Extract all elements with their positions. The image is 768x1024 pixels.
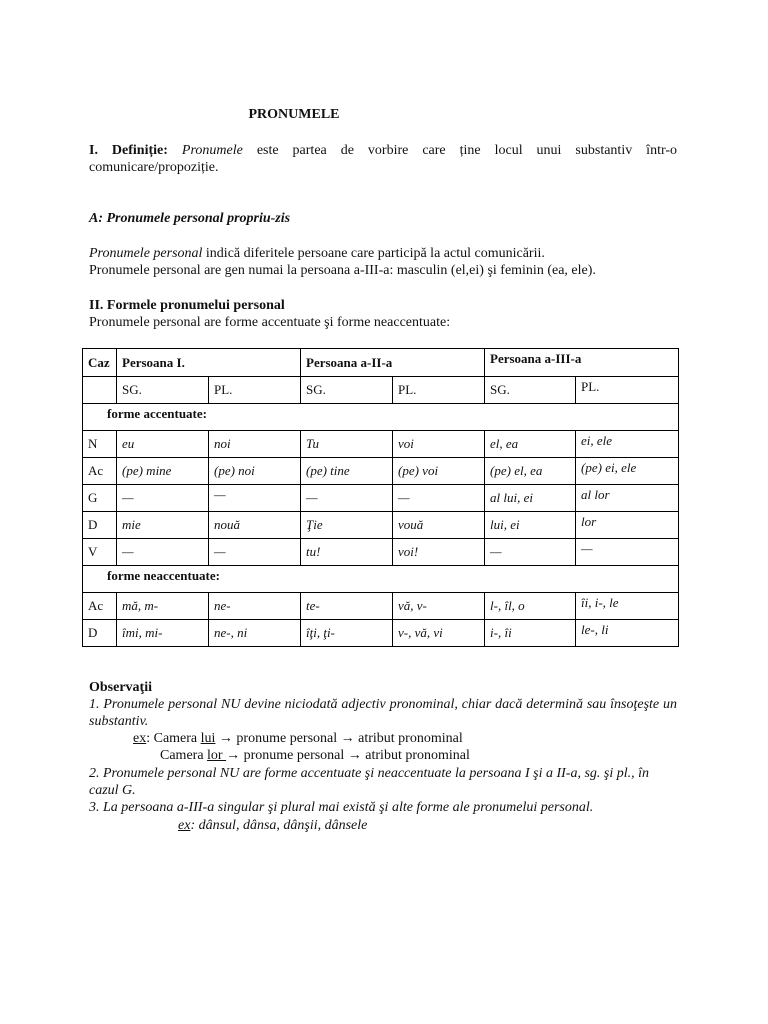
form-cell: nouă [209, 512, 301, 539]
example-2-pre: Camera [160, 748, 208, 763]
definition-text: este partea de vorbire care ține locul unui substantiv într-o comunicare/propoziție. [89, 143, 678, 175]
form-cell: l-, îl, o [485, 593, 576, 620]
table-number-row [83, 377, 679, 404]
caz-cell: D [83, 620, 117, 647]
unaccented-section-row [83, 566, 679, 593]
example-1-word: lui [200, 731, 216, 746]
header-persoana-2: Persoana a-II-a [301, 349, 485, 377]
observation-2: 2. Pronumele personal NU are forme accentuate şi neaccentuate la persoana I şi a II-a, sg. şi pl., în cazul G. [89, 766, 650, 798]
form-cell: — [301, 485, 393, 512]
form-cell: voi [393, 431, 485, 458]
number-cell: PL. [209, 377, 301, 404]
number-cell: PL. [393, 377, 485, 404]
table-row [83, 431, 679, 458]
form-cell: ei, ele [576, 431, 679, 458]
header-persoana-1: Persoana I. [117, 349, 301, 377]
observations-heading: Observaţii [89, 680, 152, 695]
form-cell: al lui, ei [485, 485, 576, 512]
table-row [83, 458, 679, 485]
unaccented-label: forme neaccentuate: [83, 566, 679, 593]
form-cell: v-, vă, vi [393, 620, 485, 647]
caz-cell: Ac [83, 593, 117, 620]
table-row [83, 593, 679, 620]
definition-term: Pronumele [181, 143, 243, 158]
header-persoana-3: Persoana a-III-a [485, 349, 679, 377]
form-cell: — [576, 539, 679, 566]
observation-3: 3. La persoana a-III-a singular şi plural mai există şi alte forme ale pronumelui personal. [89, 800, 594, 815]
example-2 [160, 747, 677, 764]
form-cell: Ţie [301, 512, 393, 539]
form-cell: — [117, 485, 209, 512]
header-caz: Caz [83, 349, 117, 377]
form-cell: noi [209, 431, 301, 458]
example-2-post: → pronume personal → atribut pronominal [226, 748, 470, 763]
form-cell: îmi, mi- [117, 620, 209, 647]
example-1 [133, 730, 677, 747]
form-cell: vă, v- [393, 593, 485, 620]
form-cell: lor [576, 512, 679, 539]
example-label: ex [133, 731, 147, 746]
form-cell: (pe) el, ea [485, 458, 576, 485]
form-cell: i-, îi [485, 620, 576, 647]
section-a-term: Pronumele personal [89, 246, 203, 261]
table-row [83, 539, 679, 566]
section-a-line1-rest: indică diferitele persoane care participă la actul comunicării. [205, 246, 545, 261]
example-1-pre: : Camera [146, 731, 201, 746]
form-cell: te- [301, 593, 393, 620]
form-cell: Tu [301, 431, 393, 458]
form-cell: le-, li [576, 620, 679, 647]
definition-heading: I. Definiție: [89, 143, 168, 158]
example-3-label: ex [178, 818, 191, 833]
number-cell: SG. [485, 377, 576, 404]
table-cell [83, 377, 117, 404]
form-cell: ne- [209, 593, 301, 620]
form-cell: lui, ei [485, 512, 576, 539]
form-cell: (pe) tine [301, 458, 393, 485]
caz-cell: N [83, 431, 117, 458]
form-cell: al lor [576, 485, 679, 512]
form-cell: — [485, 539, 576, 566]
section-a-heading: A: Pronumele personal propriu-zis [89, 211, 291, 226]
form-cell: voi! [393, 539, 485, 566]
form-cell: mă, m- [117, 593, 209, 620]
caz-cell: G [83, 485, 117, 512]
form-cell: îi, i-, le [576, 593, 679, 620]
form-cell: — [209, 539, 301, 566]
caz-cell: D [83, 512, 117, 539]
form-cell: mie [117, 512, 209, 539]
example-1-post: → pronume personal → atribut pronominal [215, 731, 463, 746]
form-cell: tu! [301, 539, 393, 566]
example-3-text: : dânsul, dânsa, dânşii, dânsele [190, 818, 368, 833]
form-cell: îţi, ţi- [301, 620, 393, 647]
observation-1: 1. Pronumele personal NU devine niciodată adjectiv pronominal, chiar dacă determină sau însoţeşte un substantiv. [89, 697, 677, 729]
form-cell: (pe) mine [117, 458, 209, 485]
number-cell: SG. [301, 377, 393, 404]
form-cell: — [209, 485, 301, 512]
section-ii-heading: II. Formele pronumelui personal [89, 298, 285, 313]
pronoun-forms-table [82, 348, 679, 647]
accented-label: forme accentuate: [83, 404, 679, 431]
example-3 [178, 817, 677, 834]
form-cell: (pe) ei, ele [576, 458, 679, 485]
page-title: PRONUMELE [248, 107, 340, 122]
form-cell: — [393, 485, 485, 512]
section-a-line1 [89, 245, 677, 262]
accented-section-row [83, 404, 679, 431]
number-cell: PL. [576, 377, 679, 404]
section-a-line2: Pronumele personal are gen numai la persoana a-III-a: masculin (el,ei) şi feminin (ea, ele). [89, 263, 596, 278]
form-cell: — [117, 539, 209, 566]
section-ii-text: Pronumele personal are forme accentuate şi forme neaccentuate: [89, 315, 451, 330]
example-2-word: lor [207, 748, 227, 763]
table-row [83, 512, 679, 539]
table-header-row [83, 349, 679, 377]
form-cell: (pe) voi [393, 458, 485, 485]
table-row [83, 485, 679, 512]
form-cell: el, ea [485, 431, 576, 458]
caz-cell: V [83, 539, 117, 566]
form-cell: (pe) noi [209, 458, 301, 485]
number-cell: SG. [117, 377, 209, 404]
table-row [83, 620, 679, 647]
definition-paragraph [89, 142, 677, 176]
form-cell: eu [117, 431, 209, 458]
form-cell: vouă [393, 512, 485, 539]
caz-cell: Ac [83, 458, 117, 485]
form-cell: ne-, ni [209, 620, 301, 647]
